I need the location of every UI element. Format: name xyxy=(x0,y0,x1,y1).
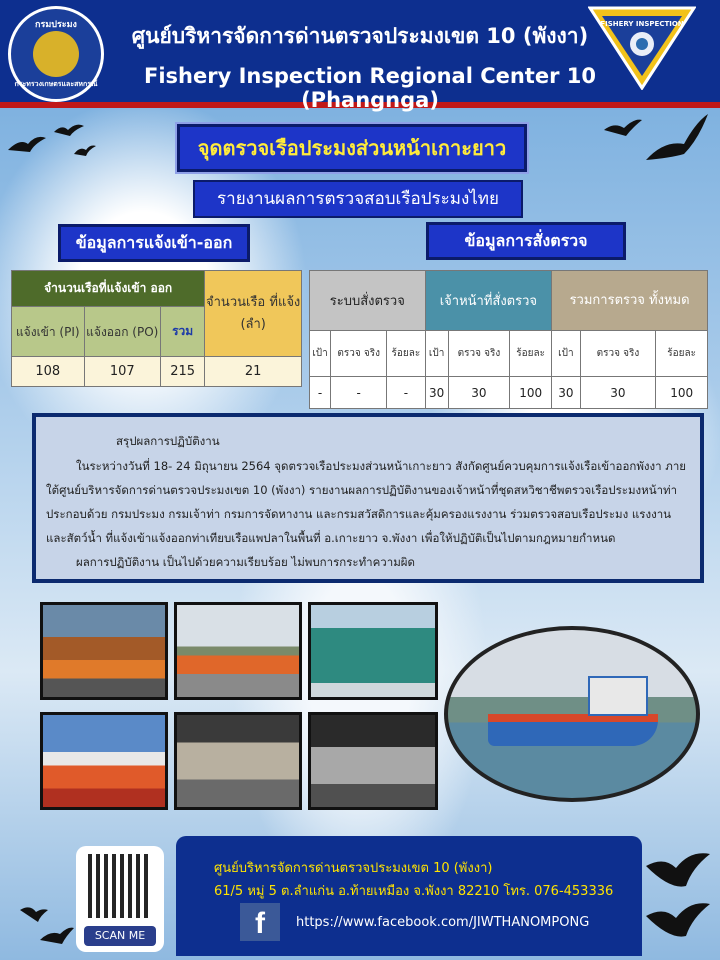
officer-actual: 30 xyxy=(448,377,510,409)
officer-order-header: เจ้าหน้าที่สั่งตรวจ xyxy=(425,271,552,331)
qr-code-icon xyxy=(88,854,152,918)
fishery-inspection-logo xyxy=(588,4,696,90)
header-title-thai: ศูนย์บริหารจัดการด่านตรวจประมงเขต 10 (พังงา) xyxy=(131,24,589,48)
system-actual: - xyxy=(331,377,387,409)
pi-header: แจ้งเข้า (PI) xyxy=(12,307,85,357)
system-order-header: ระบบสั่งตรวจ xyxy=(310,271,426,331)
header-title-english: Fishery Inspection Regional Center 10 (Phangnga) xyxy=(144,64,596,112)
summary-heading: สรุปผลการปฏิบัติงาน xyxy=(116,434,220,448)
entry-exit-table xyxy=(11,270,302,387)
total-target: 30 xyxy=(552,377,580,409)
summary-result: ผลการปฏิบัติงาน เป็นไปด้วยความเรียบร้อย ไม่พบการกระทำความผิด xyxy=(76,555,416,569)
scan-me-label: SCAN ME xyxy=(84,926,156,946)
percent-header: ร้อยละ xyxy=(656,331,708,377)
pi-value: 108 xyxy=(12,357,85,387)
percent-header: ร้อยละ xyxy=(387,331,425,377)
seal-icon xyxy=(33,31,79,77)
facebook-icon[interactable]: f xyxy=(240,903,280,941)
main-title: จุดตรวจเรือประมงส่วนหน้าเกาะยาว xyxy=(177,124,527,172)
footer-org-name: ศูนย์บริหารจัดการด่านตรวจประมงเขต 10 (พังงา) xyxy=(214,861,493,876)
total-inspection-header: รวมการตรวจ ทั้งหมด xyxy=(552,271,708,331)
photo-fish-catch xyxy=(308,712,438,810)
bird-icon xyxy=(600,100,710,170)
department-of-fisheries-logo xyxy=(8,6,104,102)
summary-box xyxy=(32,413,704,583)
photo-officers-group xyxy=(174,602,302,700)
actual-header: ตรวจ จริง xyxy=(580,331,656,377)
footer-address: 61/5 หมู่ 5 ต.ลำแก่น อ.ท้ายเหมือง จ.พังงา 82210 โทร. 076-453336 xyxy=(214,884,614,899)
total-header: รวม xyxy=(161,307,205,357)
total-actual: 30 xyxy=(580,377,656,409)
logo-right-text: FISHERY INSPECTION xyxy=(600,20,684,28)
logo-left-subtext: กระทรวงเกษตรและสหกรณ์ xyxy=(14,80,98,88)
photo-boat-cabin xyxy=(40,712,168,810)
po-header: แจ้งออก (PO) xyxy=(84,307,161,357)
group-header: จำนวนเรือที่แจ้งเข้า ออก xyxy=(12,271,205,307)
header-banner xyxy=(0,0,720,112)
photo-fishing-boat xyxy=(444,626,700,802)
entry-exit-heading: ข้อมูลการแจ้งเข้า-ออก xyxy=(58,224,250,262)
summary-body: ในระหว่างวันที่ 18- 24 มิถุนายน 2564 จุดตรวจเรือประมงส่วนหน้าเกาะยาว สังกัดศูนย์ควบคุมการแจ้งเรือเข้าออกพังงา ภายใต้ศูนย์บริหารจัดการด่านตรวจประมงเขต 10 (พังงา) รายงานผลการปฏิบัติงานของเจ้าหน้าที่ชุดสหวิชาชีพตรวจเรือประมงหน้าท่า ประกอบด้วย กรมประมง กรมเจ้าท่า กรมการจัดหางาน และกรมสวัสดิการและคุ้มครองแรงงาน ร่วมตรวจสอบเรือประมง แรงงาน และสัตว์น้ำ ที่แจ้งเข้าแจ้งออกท่าเทียบเรือแพปลาในพื้นที่ อ.เกาะยาว จ.พังงา เพื่อให้ปฏิบัติเป็นไปตามกฎหมายกำหนด xyxy=(46,459,687,545)
target-header: เป้า xyxy=(310,331,331,377)
system-target: - xyxy=(310,377,331,409)
photo-inspection-documents xyxy=(40,602,168,700)
bird-icon xyxy=(16,900,76,950)
bird-icon xyxy=(640,846,716,956)
report-subtitle: รายงานผลการตรวจสอบเรือประมงไทย xyxy=(193,180,523,218)
officer-percent: 100 xyxy=(510,377,552,409)
inspection-order-table xyxy=(309,270,708,409)
total-value: 215 xyxy=(161,357,205,387)
photo-fish-baskets xyxy=(174,712,302,810)
boats-header: จำนวนเรือ ที่แจ้ง (ลำ) xyxy=(205,271,302,357)
target-header: เป้า xyxy=(552,331,580,377)
inspection-order-heading: ข้อมูลการสั่งตรวจ xyxy=(426,222,626,260)
boats-value: 21 xyxy=(205,357,302,387)
po-value: 107 xyxy=(84,357,161,387)
facebook-link[interactable]: https://www.facebook.com/JIWTHANOMPONG xyxy=(296,915,590,930)
qr-code[interactable] xyxy=(76,846,164,952)
bird-icon xyxy=(6,120,96,160)
percent-header: ร้อยละ xyxy=(510,331,552,377)
system-percent: - xyxy=(387,377,425,409)
photo-fishing-nets xyxy=(308,602,438,700)
actual-header: ตรวจ จริง xyxy=(448,331,510,377)
target-header: เป้า xyxy=(425,331,448,377)
actual-header: ตรวจ จริง xyxy=(331,331,387,377)
logo-left-text: กรมประมง xyxy=(35,20,77,30)
officer-target: 30 xyxy=(425,377,448,409)
total-percent: 100 xyxy=(656,377,708,409)
